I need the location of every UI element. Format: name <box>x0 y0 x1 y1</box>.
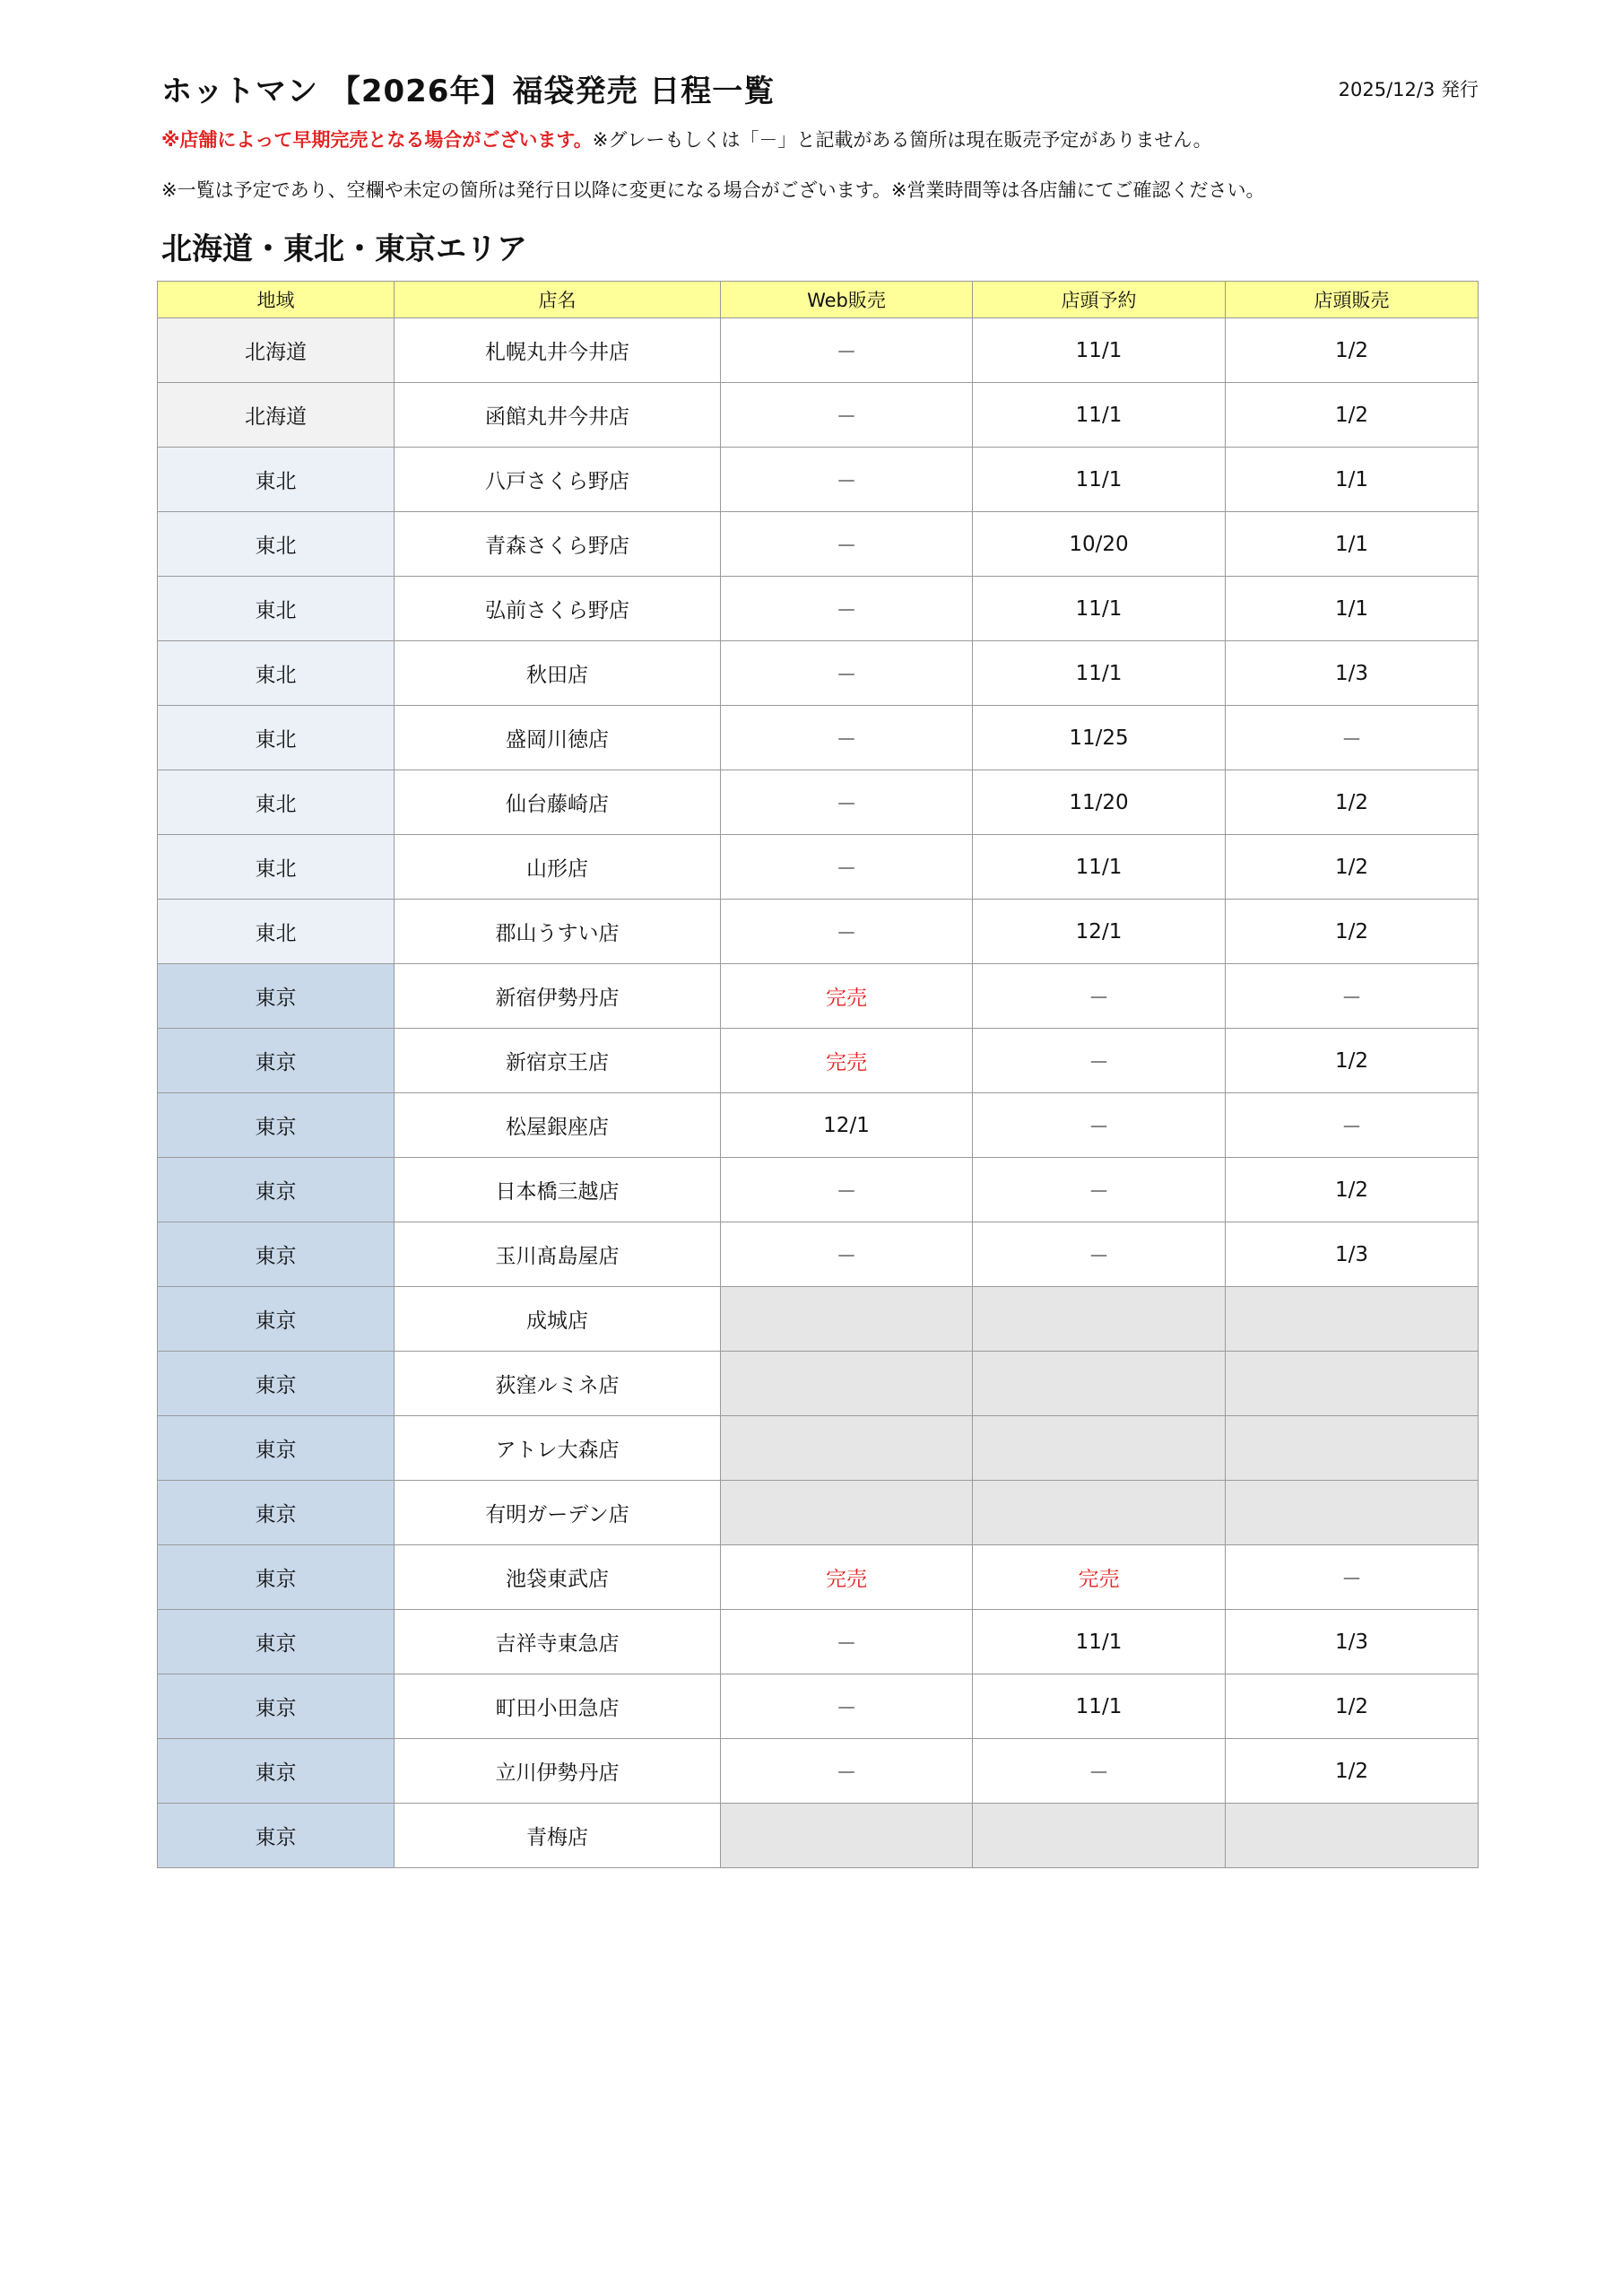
table-row <box>158 1739 1479 1804</box>
store-name-cell: 盛岡川徳店 <box>395 706 721 770</box>
store-sale-cell: 1/2 <box>1226 383 1479 448</box>
web-sale-cell: － <box>721 1739 973 1804</box>
reservation-cell: 11/1 <box>973 1610 1226 1674</box>
web-sale-cell <box>721 1352 973 1416</box>
region-cell: 東北 <box>158 835 395 900</box>
table-row <box>158 1416 1479 1481</box>
store-sale-cell: 1/2 <box>1226 1739 1479 1804</box>
store-sale-cell: － <box>1226 964 1479 1029</box>
store-sale-cell: － <box>1226 706 1479 770</box>
region-cell: 東京 <box>158 1739 395 1804</box>
web-sale-cell: － <box>721 383 973 448</box>
web-sale-cell: － <box>721 706 973 770</box>
table-row <box>158 1287 1479 1352</box>
reservation-cell: 11/20 <box>973 770 1226 835</box>
region-cell: 東北 <box>158 641 395 706</box>
web-sale-cell: － <box>721 512 973 577</box>
region-cell: 東北 <box>158 448 395 512</box>
notice-line-2: ※一覧は予定であり、空欄や未定の箇所は発行日以降に変更になる場合がございます。※営業時間等は各店舗にてご確認ください。 <box>161 179 1265 201</box>
reservation-cell: 10/20 <box>973 512 1226 577</box>
web-sale-cell: － <box>721 835 973 900</box>
region-cell: 東北 <box>158 577 395 641</box>
store-name-cell: 八戸さくら野店 <box>395 448 721 512</box>
web-sale-cell <box>721 1287 973 1352</box>
reservation-cell <box>973 1804 1226 1868</box>
region-cell: 東京 <box>158 1222 395 1287</box>
table-row <box>158 512 1479 577</box>
store-name-cell: 仙台藤崎店 <box>395 770 721 835</box>
store-sale-cell <box>1226 1287 1479 1352</box>
web-sale-cell: － <box>721 1158 973 1222</box>
region-cell: 東北 <box>158 900 395 964</box>
web-sale-cell: － <box>721 770 973 835</box>
table-row <box>158 1158 1479 1222</box>
web-sale-cell <box>721 1804 973 1868</box>
web-sale-cell: － <box>721 577 973 641</box>
schedule-table <box>157 281 1479 1868</box>
table-row <box>158 641 1479 706</box>
region-cell: 東京 <box>158 964 395 1029</box>
table-row <box>158 1674 1479 1739</box>
reservation-cell: 11/1 <box>973 577 1226 641</box>
region-cell: 東京 <box>158 1287 395 1352</box>
web-sale-cell <box>721 1416 973 1481</box>
web-sale-cell: － <box>721 641 973 706</box>
store-sale-cell: 1/2 <box>1226 770 1479 835</box>
table-row <box>158 577 1479 641</box>
header-web-sale: Web販売 <box>721 282 973 318</box>
reservation-cell: 11/1 <box>973 448 1226 512</box>
reservation-cell: 11/1 <box>973 1674 1226 1739</box>
store-name-cell: 吉祥寺東急店 <box>395 1610 721 1674</box>
table-row <box>158 835 1479 900</box>
reservation-cell: 11/1 <box>973 318 1226 383</box>
table-row <box>158 383 1479 448</box>
store-sale-cell <box>1226 1352 1479 1416</box>
reservation-cell: 11/1 <box>973 835 1226 900</box>
store-name-cell: 日本橋三越店 <box>395 1158 721 1222</box>
reservation-cell: － <box>973 1222 1226 1287</box>
table-body <box>158 318 1479 1868</box>
store-sale-cell <box>1226 1416 1479 1481</box>
store-name-cell: 立川伊勢丹店 <box>395 1739 721 1804</box>
store-sale-cell: 1/2 <box>1226 1029 1479 1093</box>
web-sale-cell: － <box>721 318 973 383</box>
store-name-cell: 青森さくら野店 <box>395 512 721 577</box>
reservation-cell: 11/1 <box>973 641 1226 706</box>
store-name-cell: 成城店 <box>395 1287 721 1352</box>
store-name-cell: 町田小田急店 <box>395 1674 721 1739</box>
notice-line-1 <box>161 126 1212 152</box>
reservation-cell <box>973 1416 1226 1481</box>
web-sale-cell: 完売 <box>721 964 973 1029</box>
store-sale-cell: 1/1 <box>1226 512 1479 577</box>
reservation-cell <box>973 1352 1226 1416</box>
reservation-cell: 11/1 <box>973 383 1226 448</box>
reservation-cell <box>973 1481 1226 1545</box>
store-sale-cell <box>1226 1481 1479 1545</box>
reservation-cell <box>973 1287 1226 1352</box>
store-name-cell: 新宿伊勢丹店 <box>395 964 721 1029</box>
store-name-cell: 弘前さくら野店 <box>395 577 721 641</box>
store-name-cell: 新宿京王店 <box>395 1029 721 1093</box>
table-row <box>158 1222 1479 1287</box>
store-sale-cell: 1/2 <box>1226 1158 1479 1222</box>
store-name-cell: 郡山うすい店 <box>395 900 721 964</box>
web-sale-cell: － <box>721 1674 973 1739</box>
web-sale-cell: 12/1 <box>721 1093 973 1158</box>
header-store: 店名 <box>395 282 721 318</box>
reservation-cell: － <box>973 1029 1226 1093</box>
store-sale-cell: 1/3 <box>1226 1222 1479 1287</box>
store-sale-cell: － <box>1226 1545 1479 1610</box>
region-cell: 東京 <box>158 1674 395 1739</box>
store-sale-cell: 1/1 <box>1226 448 1479 512</box>
region-cell: 東京 <box>158 1610 395 1674</box>
region-cell: 東京 <box>158 1093 395 1158</box>
store-sale-cell: 1/2 <box>1226 900 1479 964</box>
table-row <box>158 1545 1479 1610</box>
reservation-cell: 11/25 <box>973 706 1226 770</box>
table-row <box>158 1481 1479 1545</box>
table-row <box>158 1352 1479 1416</box>
region-cell: 東京 <box>158 1416 395 1481</box>
early-soldout-notice: ※店舗によって早期完売となる場合がございます。 <box>161 129 593 151</box>
web-sale-cell: － <box>721 900 973 964</box>
store-sale-cell: 1/2 <box>1226 1674 1479 1739</box>
web-sale-cell: － <box>721 1222 973 1287</box>
region-cell: 東京 <box>158 1158 395 1222</box>
header-store-sale: 店頭販売 <box>1226 282 1479 318</box>
region-cell: 北海道 <box>158 318 395 383</box>
table-row <box>158 1610 1479 1674</box>
header-region: 地域 <box>158 282 395 318</box>
reservation-cell: － <box>973 1739 1226 1804</box>
store-name-cell: 玉川髙島屋店 <box>395 1222 721 1287</box>
table-row <box>158 448 1479 512</box>
reservation-cell: － <box>973 964 1226 1029</box>
web-sale-cell <box>721 1481 973 1545</box>
area-title: 北海道・東北・東京エリア <box>161 231 527 267</box>
table-row <box>158 1029 1479 1093</box>
store-name-cell: 松屋銀座店 <box>395 1093 721 1158</box>
reservation-cell: 12/1 <box>973 900 1226 964</box>
store-name-cell: 秋田店 <box>395 641 721 706</box>
region-cell: 東京 <box>158 1804 395 1868</box>
table-row <box>158 318 1479 383</box>
reservation-cell: － <box>973 1158 1226 1222</box>
web-sale-cell: 完売 <box>721 1029 973 1093</box>
region-cell: 東北 <box>158 706 395 770</box>
web-sale-cell: － <box>721 1610 973 1674</box>
table-header-row <box>158 282 1479 318</box>
store-sale-cell <box>1226 1804 1479 1868</box>
web-sale-cell: 完売 <box>721 1545 973 1610</box>
region-cell: 東京 <box>158 1352 395 1416</box>
table-row <box>158 770 1479 835</box>
store-name-cell: 有明ガーデン店 <box>395 1481 721 1545</box>
region-cell: 東北 <box>158 512 395 577</box>
region-cell: 北海道 <box>158 383 395 448</box>
gray-cell-notice: ※グレーもしくは「－」と記載がある箇所は現在販売予定がありません。 <box>592 129 1212 151</box>
store-sale-cell: 1/3 <box>1226 1610 1479 1674</box>
store-name-cell: 函館丸井今井店 <box>395 383 721 448</box>
store-name-cell: 山形店 <box>395 835 721 900</box>
region-cell: 東北 <box>158 770 395 835</box>
region-cell: 東京 <box>158 1545 395 1610</box>
store-name-cell: 青梅店 <box>395 1804 721 1868</box>
store-sale-cell: 1/3 <box>1226 641 1479 706</box>
reservation-cell: 完売 <box>973 1545 1226 1610</box>
region-cell: 東京 <box>158 1029 395 1093</box>
table-row <box>158 1804 1479 1868</box>
store-name-cell: 荻窪ルミネ店 <box>395 1352 721 1416</box>
store-sale-cell: 1/2 <box>1226 835 1479 900</box>
issue-date: 2025/12/3 発行 <box>1338 79 1479 100</box>
table-row <box>158 964 1479 1029</box>
table-row <box>158 706 1479 770</box>
table-row <box>158 1093 1479 1158</box>
store-name-cell: アトレ大森店 <box>395 1416 721 1481</box>
store-sale-cell: 1/2 <box>1226 318 1479 383</box>
web-sale-cell: － <box>721 448 973 512</box>
page-title: ホットマン 【2026年】福袋発売 日程一覧 <box>161 74 776 109</box>
reservation-cell: － <box>973 1093 1226 1158</box>
region-cell: 東京 <box>158 1481 395 1545</box>
store-name-cell: 札幌丸井今井店 <box>395 318 721 383</box>
store-sale-cell: － <box>1226 1093 1479 1158</box>
header-store-reservation: 店頭予約 <box>973 282 1226 318</box>
store-sale-cell: 1/1 <box>1226 577 1479 641</box>
table-row <box>158 900 1479 964</box>
store-name-cell: 池袋東武店 <box>395 1545 721 1610</box>
